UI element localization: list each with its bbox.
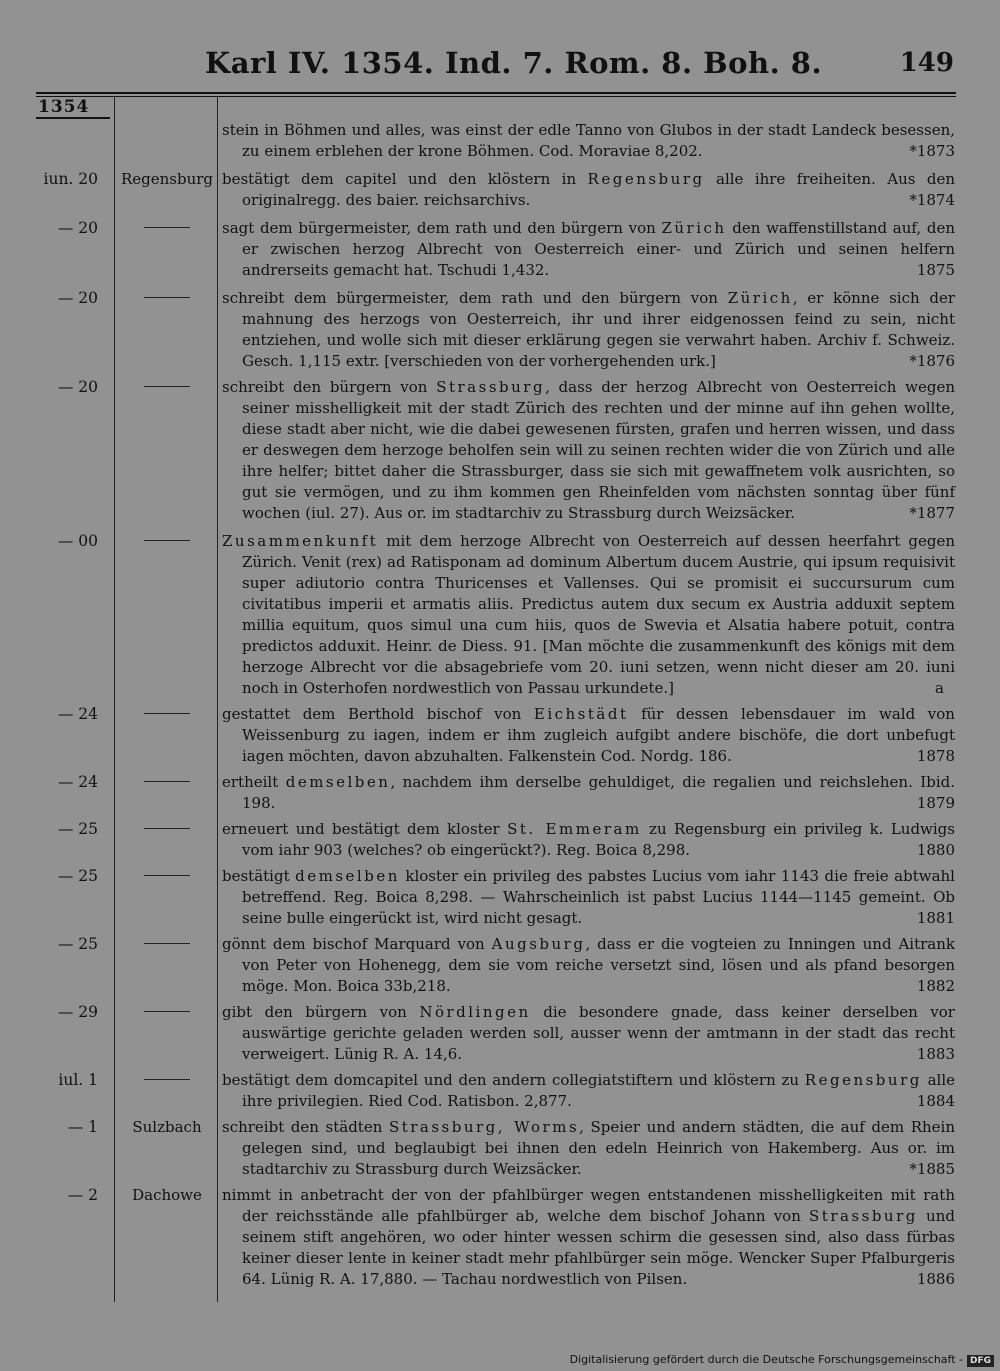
entry-date: — 25 xyxy=(57,820,98,838)
entry-date: — 25 xyxy=(57,935,98,953)
regest-entry xyxy=(0,120,1000,162)
regest-entry xyxy=(0,934,1000,997)
entry-text-segment: , dass er die vogteien zu Inningen und Aitrank von Peter von Hohenegg, dem sie vom reiche versetzt sind, lösen und als pfand besorgen möge. Mon. Boica 33b,218. xyxy=(242,935,955,995)
regest-entry xyxy=(0,531,1000,699)
header-rule-thin xyxy=(36,96,956,97)
entry-text-segment: bestätigt xyxy=(222,867,290,885)
entry-number: 1881 xyxy=(916,909,955,927)
entry-date: — 20 xyxy=(57,289,98,307)
entry-number: 1882 xyxy=(916,977,955,995)
spaced-name: Strassburg xyxy=(436,378,546,396)
entry-place xyxy=(120,218,214,239)
entry-date: — 24 xyxy=(57,773,98,791)
entry-number: 1884 xyxy=(916,1092,955,1110)
footer-text: Digitalisierung gefördert durch die Deutsche Forschungsgemeinschaft - xyxy=(569,1353,963,1366)
entry-number: *1874 xyxy=(909,191,955,209)
entry-text-segment: alle ihre freiheiten. Aus den originalregg. des baier. reichsarchivs. xyxy=(242,170,955,209)
entry-text-segment: gestattet dem Berthold bischof von xyxy=(222,705,522,723)
entry-text-segment: ertheilt xyxy=(222,773,279,791)
entry-text-segment: kloster ein privileg des pabstes Lucius vom iahr 1143 die freie abtwahl betreffend. Reg. Boica 8,298. — Wahrscheinlich ist pabst Lucius 1144—1145 gemeint. Ob seine bulle eingerückt ist, wird nicht gesagt. xyxy=(242,867,955,927)
entry-place: Sulzbach xyxy=(132,1118,202,1136)
entry-text-segment: , er könne sich der mahnung des herzogs von Oesterreich, ihr und ihrer eidgenossen feind zu sein, nicht entziehen, und wolle sich mit dieser erklärung gegen sie verwahrt haben. Archiv f. Schweiz. Gesch. 1,115 extr. [verschieden von der vorhergehenden urk.] xyxy=(242,289,955,370)
ditto-dash xyxy=(144,1079,190,1080)
entry-text-segment: , nachdem ihm derselbe gehuldiget, die regalien und reichslehen. Ibid. 198. xyxy=(242,773,955,812)
entry-paragraph xyxy=(222,772,955,814)
regest-entry xyxy=(0,169,1000,211)
entry-text xyxy=(222,377,955,524)
regest-entry xyxy=(0,1185,1000,1290)
entry-paragraph: Zusammenkunft mit dem herzoge Albrecht von Oesterreich auf dessen heerfahrt gegen Zürich. Venit (rex) ad Ratisponam ad dominum Albertum ducem Austrie, qui ipsum requisivit super adiutorio contra Thuricenses et Vallenses. Qui se promisit ei succursurum cum civitatibus imperii et armatis aliis. Predictus autem dux secum ex Austria adduxit septem millia equitum, quos simul una cum hiis, quos de Swevia et Alsatia habere potuit, contra predictos adduxit. Heinr. de Diess. 91. [Man möchte die zusammenkunft des königs mit dem herzoge Albrecht vor die absagebriefe vom 20. iuni setzen, wenn nicht dieser am 20. iuni noch in Osterhofen nordwestlich von Passau urkundete.] a xyxy=(222,532,955,697)
entry-text xyxy=(222,1185,955,1290)
entry-text xyxy=(222,819,955,861)
entry-text-segment: bestätigt dem domcapitel und den andern collegiatstiftern und klöstern zu xyxy=(222,1071,800,1089)
spaced-name: Augsburg xyxy=(491,935,586,953)
entry-text xyxy=(222,772,955,814)
entry-date: — 20 xyxy=(57,378,98,396)
entry-place xyxy=(120,866,214,887)
entry-paragraph xyxy=(222,934,955,997)
ditto-dash xyxy=(144,713,190,714)
regest-entry xyxy=(0,704,1000,767)
entry-text xyxy=(222,169,955,211)
regesta-list xyxy=(0,120,1000,1290)
entry-date: — 20 xyxy=(57,219,98,237)
spaced-name: Zürich xyxy=(661,219,727,237)
ditto-dash xyxy=(144,386,190,387)
entry-text xyxy=(222,218,955,281)
entry-place xyxy=(120,704,214,725)
entry-text-segment: und seinem stift angehören, wo oder hinter wessen schirm die gesessen sind, also dass fürbas keiner dieser lente in keiner stadt mehr pfahlbürger sein möge. Wencker Super Pfalburgeris 64. Lünig R. A. 17,880. — Tachau nordwestlich von Pilsen. xyxy=(242,1207,955,1288)
regest-entry xyxy=(0,866,1000,929)
entry-place xyxy=(120,377,214,398)
entry-paragraph xyxy=(222,288,955,372)
ditto-dash xyxy=(144,1011,190,1012)
entry-number: 1878 xyxy=(916,747,955,765)
spaced-name: St. Emmeram xyxy=(507,820,642,838)
entry-text xyxy=(222,934,955,997)
entry-text xyxy=(222,1117,955,1180)
entry-date: — 2 xyxy=(67,1186,98,1204)
footer-credit xyxy=(570,1353,994,1367)
entry-number: *1877 xyxy=(909,504,955,522)
entry-text-segment: alle ihre privilegien. Ried Cod. Ratisbon. 2,877. xyxy=(242,1071,955,1110)
entry-text-segment: erneuert und bestätigt dem kloster xyxy=(222,820,500,838)
entry-date: — 29 xyxy=(57,1003,98,1021)
ditto-dash xyxy=(144,943,190,944)
ditto-dash xyxy=(144,227,190,228)
spaced-name: Nördlingen xyxy=(419,1003,531,1021)
ditto-dash xyxy=(144,781,190,782)
entry-paragraph xyxy=(222,704,955,767)
spaced-name: Zusammenkunft xyxy=(222,532,379,550)
ditto-dash xyxy=(144,828,190,829)
entry-paragraph xyxy=(222,1002,955,1065)
entry-number: *1876 xyxy=(909,352,955,370)
entry-number: *1885 xyxy=(909,1160,955,1178)
entry-text-segment: , Speier und andern städten, die auf dem Rhein gelegen sind, und beglaubigt bei ihnen den edeln Heinrich von Hakemberg. Aus or. im stadtarchiv zu Strassburg durch Weizsäcker. xyxy=(242,1118,955,1178)
entry-place: Regensburg xyxy=(120,170,214,188)
regest-entry xyxy=(0,377,1000,524)
entry-text-segment: mit dem herzoge Albrecht von Oesterreich auf dessen heerfahrt gegen Zürich. Venit (rex) ad Ratisponam ad dominum Albertum ducem Austrie, qui ipsum requisivit super adiutorio contra Thuricenses et Vallenses. Qui se promisit ei succursurum cum civitatibus imperii et armatis aliis. Predictus autem dux secum ex Austria adduxit septem millia equitum, quos simul una cum hiis, quos de Swevia et Alsatia habere potuit, contra predictos adduxit. Heinr. de Diess. 91. [Man möchte die zusammenkunft des königs mit dem herzoge Albrecht vor die absagebriefe vom 20. iuni setzen, wenn nicht dieser am 20. iuni noch in Osterhofen nordwestlich von Passau urkundete.] xyxy=(242,532,955,697)
entry-text-segment: die besondere gnade, dass keiner derselben vor auswärtige gerichte geladen werden soll, ausser wenn der amtmann in der stadt das recht verweigert. Lünig R. A. 14,6. xyxy=(242,1003,955,1063)
entry-place: Dachowe xyxy=(132,1186,202,1204)
entry-date: — 24 xyxy=(57,705,98,723)
spaced-name: Strassburg xyxy=(809,1207,918,1225)
regest-entry xyxy=(0,772,1000,814)
spaced-name: Eichstädt xyxy=(533,705,629,723)
entry-text-segment: gibt den bürgern von xyxy=(222,1003,407,1021)
entry-text xyxy=(222,288,955,372)
entry-number: 1886 xyxy=(916,1270,955,1288)
entry-number: 1880 xyxy=(916,841,955,859)
dfg-logo: DFG xyxy=(967,1355,994,1367)
entry-text-segment: für dessen lebensdauer im wald von Weissenburg zu iagen, indem er ihm zugleich aufgibt andere bischöfe, die dort unbefugt iagen möchten, davon abzuhalten. Falkenstein Cod. Nordg. 186. xyxy=(242,705,955,765)
entry-paragraph xyxy=(222,1070,955,1112)
entry-date: — 1 xyxy=(67,1118,98,1136)
entry-place xyxy=(120,772,214,793)
entry-paragraph xyxy=(222,169,955,211)
entry-number: 1883 xyxy=(916,1045,955,1063)
entry-text-segment: bestätigt dem capitel und den klöstern in xyxy=(222,170,577,188)
entry-place xyxy=(120,1070,214,1091)
entry-text-segment: , dass der herzog Albrecht von Oesterreich wegen seiner misshelligkeit mit der stadt Zürich des rechten und der minne auf ihn gehen wollte, diese stadt aber nicht, wie die dabei gewesenen fürsten, grafen und herren wissen, und dass er deswegen dem herzoge beholfen sein will zu seinen rechten wider die von Zürich und alle ihre helfer; bittet daher die Strassburger, dass sie sich mit gewaffnetem volk ausrichten, so gut sie vermögen, und zu ihm kommen gen Rheinfelden vom nächsten sonntag über fünf wochen (iul. 27). Aus or. im stadtarchiv zu Strassburg durch Weizsäcker. xyxy=(242,378,955,522)
regest-entry xyxy=(0,1002,1000,1065)
entry-paragraph xyxy=(222,1185,955,1290)
spaced-name: demselben xyxy=(285,773,391,791)
regest-entry xyxy=(0,1070,1000,1112)
entry-paragraph xyxy=(222,866,955,929)
entry-text-segment: zu Regensburg ein privileg k. Ludwigs vom iahr 903 (welches? ob eingerückt?). Reg. Boica 8,298. xyxy=(242,820,955,859)
entry-paragraph xyxy=(222,377,955,524)
entry-text-segment: schreibt dem bürgermeister, dem rath und den bürgern von xyxy=(222,289,718,307)
running-title: Karl IV. 1354. Ind. 7. Rom. 8. Boh. 8. xyxy=(205,46,823,80)
entry-paragraph xyxy=(222,819,955,861)
entry-text-segment: nimmt in anbetracht der von der pfahlbürger wegen entstandenen misshelligkeiten mit rath der reichsstände alle pfahlbürger ab, welche dem bischof Johann von xyxy=(222,1186,955,1225)
regest-entry xyxy=(0,1117,1000,1180)
regest-entry xyxy=(0,819,1000,861)
year-rule xyxy=(36,117,110,119)
entry-date: — 00 xyxy=(57,532,98,550)
entry-text-segment: schreibt den bürgern von xyxy=(222,378,428,396)
page-number: 149 xyxy=(899,48,954,78)
entry-text-segment: den waffenstillstand auf, den er zwischen herzog Albrecht von Oesterreich einer- und Zürich und seinen helfern andrerseits gemacht hat. Tschudi 1,432. xyxy=(242,219,955,279)
entry-text xyxy=(222,531,955,699)
entry-date: iun. 20 xyxy=(43,170,98,188)
regest-entry xyxy=(0,218,1000,281)
entry-date: — 25 xyxy=(57,867,98,885)
spaced-name: Regensburg xyxy=(587,170,705,188)
page-header xyxy=(0,40,1000,90)
entry-place xyxy=(120,819,214,840)
entry-text xyxy=(222,1002,955,1065)
entry-text-segment: stein in Böhmen und alles, was einst der edle Tanno von Glubos in der stadt Landeck besessen, zu einem erblehen der krone Böhmen. Cod. Moraviae 8,202. xyxy=(222,121,955,160)
spaced-name: Regensburg xyxy=(804,1071,922,1089)
entry-text-segment: sagt dem bürgermeister, dem rath und den bürgern von xyxy=(222,219,656,237)
year-label: 1354 xyxy=(38,97,90,117)
entry-paragraph xyxy=(222,218,955,281)
spaced-name: demselben xyxy=(295,867,400,885)
entry-number: *1873 xyxy=(909,142,955,160)
entry-place xyxy=(120,1002,214,1023)
ditto-dash xyxy=(144,297,190,298)
entry-paragraph xyxy=(222,1117,955,1180)
entry-text xyxy=(222,1070,955,1112)
entry-date: iul. 1 xyxy=(58,1071,98,1089)
ditto-dash xyxy=(144,540,190,541)
entry-text xyxy=(222,704,955,767)
entry-text-segment: gönnt dem bischof Marquard von xyxy=(222,935,485,953)
entry-place xyxy=(120,934,214,955)
spaced-name: Zürich xyxy=(727,289,793,307)
entry-place xyxy=(120,531,214,552)
spaced-name: Strassburg, Worms xyxy=(388,1118,580,1136)
entry-paragraph xyxy=(222,120,955,162)
regest-entry xyxy=(0,288,1000,372)
entry-text xyxy=(222,120,955,162)
entry-place xyxy=(120,288,214,309)
entry-number: 1879 xyxy=(916,794,955,812)
entry-number: 1875 xyxy=(916,261,955,279)
ditto-dash xyxy=(144,875,190,876)
header-rule xyxy=(36,92,956,94)
entry-text xyxy=(222,866,955,929)
entry-text-segment: schreibt den städten xyxy=(222,1118,383,1136)
